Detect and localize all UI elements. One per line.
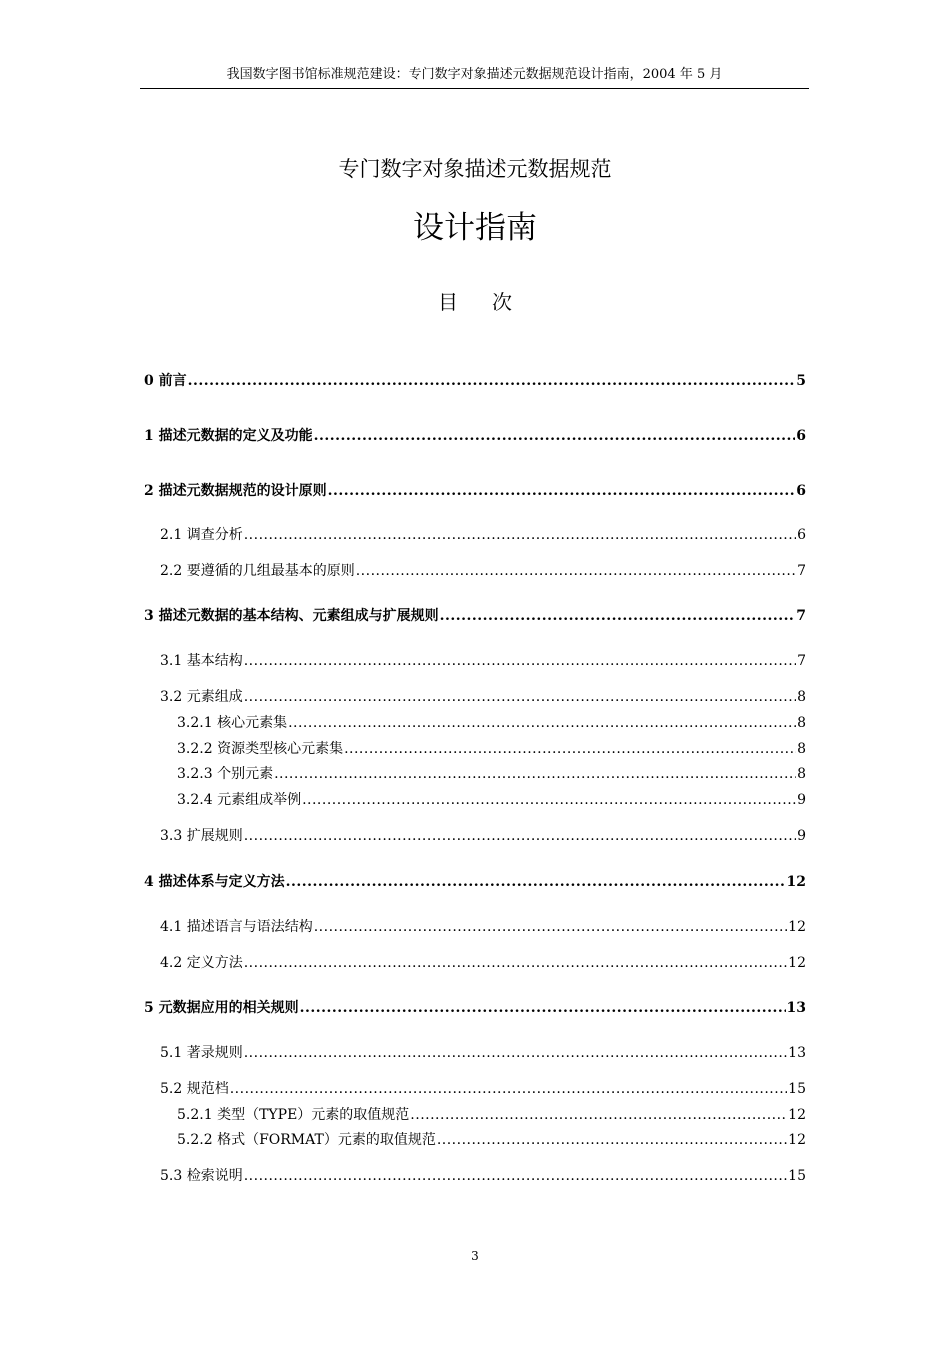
toc-entry-page: 12 [788, 955, 806, 971]
toc-entry-page: 8 [797, 689, 806, 705]
document-title: 专门数字对象描述元数据规范 [338, 157, 612, 181]
toc-entry-label: 3.2 元素组成 [160, 689, 243, 705]
toc-entry[interactable] [160, 1043, 806, 1063]
dot-leader [286, 872, 786, 892]
toc-entry-page: 7 [797, 653, 806, 669]
dot-leader [244, 651, 796, 671]
toc-entry-label: 4 描述体系与定义方法 [144, 874, 285, 890]
toc-entry-page: 8 [797, 741, 806, 757]
toc-entry[interactable] [144, 481, 806, 501]
toc-entry[interactable] [144, 606, 806, 626]
toc-entry[interactable] [144, 426, 806, 446]
toc-entry[interactable] [144, 872, 806, 892]
toc-entry-page: 5 [796, 373, 806, 389]
toc-entry-label: 2 描述元数据规范的设计原则 [144, 483, 327, 499]
toc-entry[interactable] [177, 739, 806, 759]
toc-entry[interactable] [177, 764, 806, 784]
toc-entry[interactable] [160, 953, 806, 973]
toc-entry-page: 12 [786, 874, 806, 890]
toc-entry-label: 5.1 著录规则 [160, 1045, 243, 1061]
toc-entry[interactable] [160, 561, 806, 581]
toc-entry-label: 5.2 规范档 [160, 1081, 229, 1097]
dot-leader [230, 1079, 787, 1099]
dot-leader [302, 790, 796, 810]
dot-leader [328, 481, 796, 501]
toc-entry-label: 1 描述元数据的定义及功能 [144, 428, 313, 444]
toc-entry[interactable] [177, 1105, 806, 1125]
toc-entry[interactable] [160, 525, 806, 545]
toc-entry[interactable] [160, 687, 806, 707]
dot-leader [314, 426, 796, 446]
toc-entry-label: 2.2 要遵循的几组最基本的原则 [160, 563, 355, 579]
toc-entry-label: 0 前言 [144, 373, 187, 389]
toc-entry-label: 5.2.2 格式（FORMAT）元素的取值规范 [177, 1132, 436, 1148]
toc-entry[interactable] [144, 998, 806, 1018]
dot-leader [288, 713, 796, 733]
toc-entry[interactable] [160, 1166, 806, 1186]
dot-leader [244, 1166, 787, 1186]
toc-entry-page: 6 [796, 428, 806, 444]
toc-entry-label: 3.1 基本结构 [160, 653, 243, 669]
toc-entry-label: 3.2.2 资源类型核心元素集 [177, 741, 344, 757]
dot-leader [244, 687, 796, 707]
dot-leader [244, 525, 796, 545]
toc-entry-label: 3.2.1 核心元素集 [177, 715, 288, 731]
toc-entry[interactable] [160, 826, 806, 846]
toc-entry[interactable] [160, 917, 806, 937]
dot-leader [410, 1105, 787, 1125]
toc-entry[interactable] [177, 790, 806, 810]
toc-entry-page: 15 [788, 1168, 806, 1184]
page-number: 3 [471, 1249, 479, 1263]
running-header: 我国数字图书馆标准规范建设：专门数字对象描述元数据规范设计指南，2004 年 5 月 [226, 67, 723, 82]
toc-entry-page: 9 [797, 792, 806, 808]
toc-entry-page: 6 [796, 483, 806, 499]
toc-entry-page: 12 [788, 1132, 806, 1148]
dot-leader [437, 1130, 787, 1150]
toc-entry-label: 5 元数据应用的相关规则 [144, 1000, 299, 1016]
dot-leader [244, 953, 787, 973]
toc-entry-label: 5.3 检索说明 [160, 1168, 243, 1184]
toc-entry-label: 4.2 定义方法 [160, 955, 243, 971]
dot-leader [274, 764, 796, 784]
header-rule [140, 88, 809, 89]
toc-entry-page: 12 [788, 1107, 806, 1123]
toc-entry-label: 4.1 描述语言与语法结构 [160, 919, 313, 935]
toc-entry-label: 2.1 调查分析 [160, 527, 243, 543]
toc-entry[interactable] [177, 1130, 806, 1150]
dot-leader [356, 561, 796, 581]
toc-entry-page: 12 [788, 919, 806, 935]
document-subtitle: 设计指南 [413, 210, 537, 246]
toc-entry-label: 3 描述元数据的基本结构、元素组成与扩展规则 [144, 608, 439, 624]
toc-entry-label: 3.2.3 个别元素 [177, 766, 274, 782]
toc-entry[interactable] [160, 1079, 806, 1099]
toc-entry[interactable] [160, 651, 806, 671]
toc-entry-label: 3.2.4 元素组成举例 [177, 792, 302, 808]
toc-entry-page: 13 [786, 1000, 806, 1016]
toc-entry-page: 8 [797, 766, 806, 782]
dot-leader [244, 826, 796, 846]
toc-entry-page: 9 [797, 828, 806, 844]
dot-leader [188, 371, 796, 391]
toc-entry-page: 7 [797, 563, 806, 579]
toc-entry-page: 7 [796, 608, 806, 624]
contents-heading: 目次 [438, 290, 546, 314]
toc-entry-label: 3.3 扩展规则 [160, 828, 243, 844]
toc-entry-page: 15 [788, 1081, 806, 1097]
dot-leader [300, 998, 786, 1018]
toc-entry-page: 13 [788, 1045, 806, 1061]
toc-entry-label: 5.2.1 类型（TYPE）元素的取值规范 [177, 1107, 410, 1123]
toc-entry[interactable] [144, 371, 806, 391]
toc-entry[interactable] [177, 713, 806, 733]
toc-entry-page: 6 [797, 527, 806, 543]
dot-leader [344, 739, 796, 759]
dot-leader [440, 606, 796, 626]
toc-entry-page: 8 [797, 715, 806, 731]
dot-leader [314, 917, 787, 937]
dot-leader [244, 1043, 787, 1063]
